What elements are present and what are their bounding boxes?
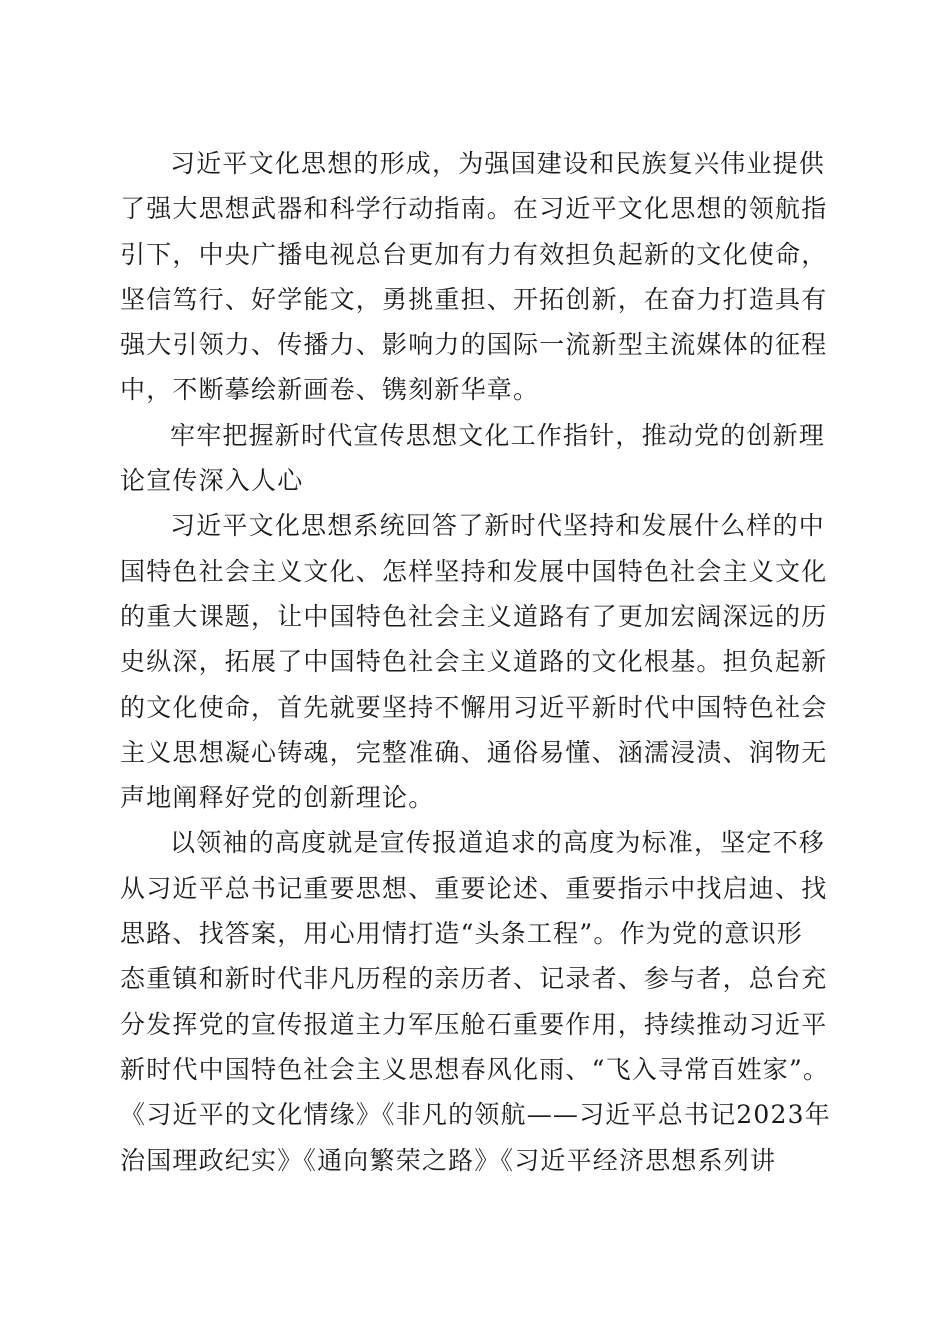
text-line: 中，不断摹绘新画卷、镌刻新华章。 [120,375,540,405]
text-line: 史纵深，拓展了中国特色社会主义道路的文化根基。担负起新 [120,647,828,677]
text-line: 习近平文化思想系统回答了新时代坚持和发展什么样的中 [170,511,826,541]
text-line: 主义思想凝心铸魂，完整准确、通俗易懂、涵濡浸渍、润物无 [120,737,828,767]
text-line: 分发挥党的宣传报道主力军压舱石重要作用，持续推动习近平 [120,1009,828,1039]
text-line: 引下，中央广播电视总台更加有力有效担负起新的文化使命， [120,239,828,269]
text-line: 从习近平总书记重要思想、重要论述、重要指示中找启迪、找 [120,873,828,903]
text-line: 声地阐释好党的创新理论。 [120,783,435,813]
text-line: 习近平文化思想的形成，为强国建设和民族复兴伟业提供 [170,149,826,178]
document-body [120,141,831,1183]
text-line: 坚信笃行、好学能文，勇挑重担、开拓创新，在奋力打造具有 [120,284,828,314]
section-heading-line: 论宣传深入人心 [120,466,304,496]
text-line: 思路、找答案，用心用情打造“头条工程”。作为党的意识形 [120,919,803,949]
text-line: 以领袖的高度就是宣传报道追求的高度为标准，坚定不移 [170,828,826,858]
text-line: 新时代中国特色社会主义思想春风化雨、“飞入寻常百姓家”。 [120,1054,830,1084]
text-line: 的重大课题，让中国特色社会主义道路有了更加宏阔深远的历 [120,601,828,631]
text-line: 治国理政纪实》《通向繁荣之路》《习近平经济思想系列讲 [120,1145,777,1175]
text-line: 《习近平的文化情缘》《非凡的领航——习近平总书记2023年 [120,1100,831,1130]
text-line: 国特色社会主义文化、怎样坚持和发展中国特色社会主义文化 [120,556,828,586]
text-line: 态重镇和新时代非凡历程的亲历者、记录者、参与者，总台充 [120,964,828,994]
text-line: 强大引领力、传播力、影响力的国际一流新型主流媒体的征程 [120,330,828,360]
text-line: 的文化使命，首先就要坚持不懈用习近平新时代中国特色社会 [120,692,828,722]
text-line: 了强大思想武器和科学行动指南。在习近平文化思想的领航指 [120,194,828,224]
section-heading-line: 牢牢把握新时代宣传思想文化工作指针，推动党的创新理 [170,420,826,450]
